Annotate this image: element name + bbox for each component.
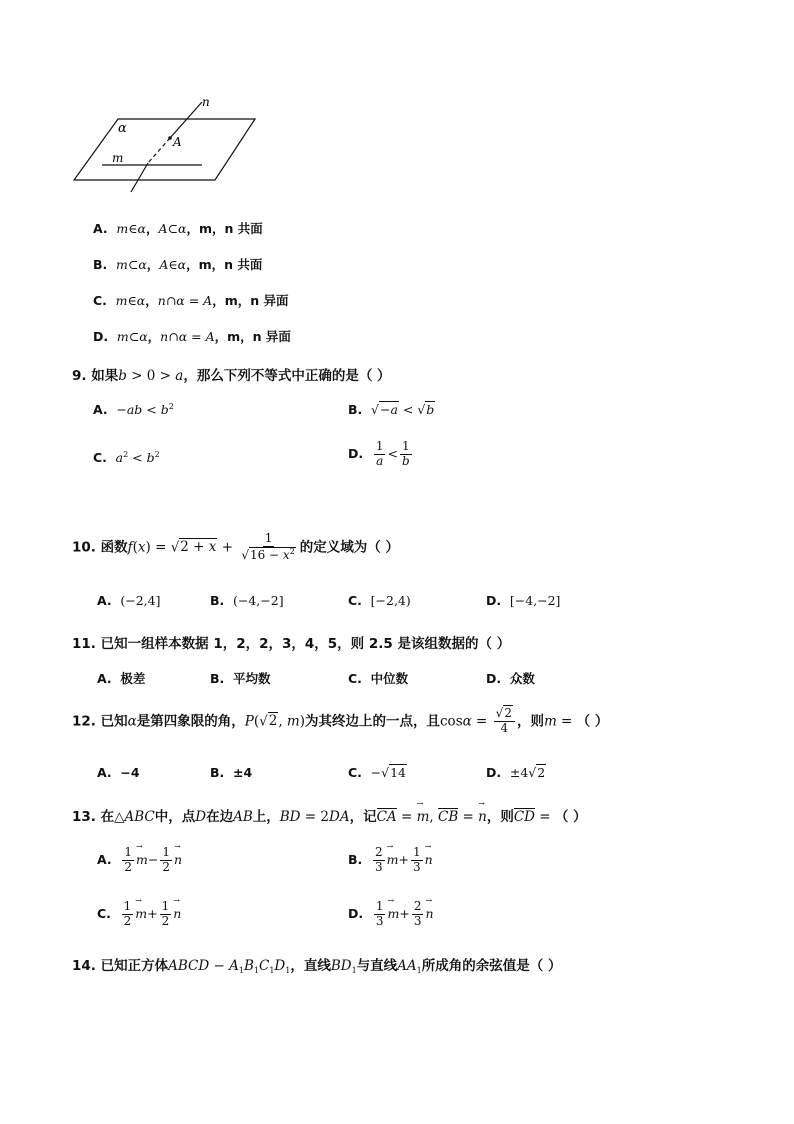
stem-text: （ ）	[554, 809, 587, 825]
q12-stem: 12. 已知α是第四象限的角，P(√2, m)为其终边上的一点，且cosα = $\frac{√2}{4}$ ，则m = （ ）	[72, 706, 609, 735]
q9-option-a[interactable]: A. $-ab < b^2$	[93, 402, 174, 417]
q14-stem: 14. 已知正方体ABCD − $A_1B_1C_1D_1$，直线$BD_1$与直线$AA_1$所成角的余弦值是（ ）	[72, 958, 562, 975]
option-label: C.	[97, 905, 111, 921]
stem-text: ，则	[516, 713, 544, 730]
point-a-dot	[168, 136, 172, 140]
stem-text: 的定义域为（ ）	[299, 539, 399, 556]
option-value: (−2,4]	[120, 593, 161, 608]
option-value: [−4,−2]	[509, 593, 561, 608]
option-label: D.	[486, 593, 502, 608]
q11-stem	[72, 632, 510, 652]
option-label: A.	[97, 765, 112, 780]
q8-option-b[interactable]: B. m⊂α，A∈α，m，n 共面	[93, 257, 263, 272]
plane-alpha-shape	[74, 119, 255, 180]
stem-text: 所成角的余弦值是（ ）	[421, 958, 562, 974]
q9-option-c[interactable]: C. $a^2 < b^2$	[93, 450, 160, 465]
question-number: 13.	[72, 809, 96, 825]
q13-option-c[interactable]: C. $\frac{1}{2}$ → m+ $\frac{1}{2}$ → n	[97, 900, 181, 929]
stem-text: 上，	[252, 809, 280, 825]
option-label: C.	[348, 671, 362, 686]
stem-text: 与直线	[356, 958, 398, 974]
option-label: C.	[93, 450, 107, 465]
label-a: A	[173, 135, 182, 149]
option-label: A.	[97, 851, 112, 867]
stem-text: 如果	[91, 368, 119, 384]
q10-option-a[interactable]	[97, 593, 160, 608]
stem-text: ，记	[349, 809, 377, 825]
option-label: D.	[486, 671, 502, 686]
option-value: −4	[120, 765, 140, 780]
line-n-lower	[131, 163, 148, 192]
stem-text: 在	[100, 809, 115, 825]
q11-option-c[interactable]	[348, 669, 408, 687]
stem-text: ，那么下列不等式中正确的是（ ）	[183, 368, 391, 384]
question-number: 9.	[72, 368, 87, 384]
stem-text: 中，点	[154, 809, 196, 825]
q8-option-d[interactable]: D. m⊂α，n∩α = A，m，n 异面	[93, 329, 291, 344]
stem-text: 在边	[206, 809, 234, 825]
stem-text: 已知	[100, 713, 128, 730]
option-label: B.	[210, 765, 225, 780]
stem-text: 是第四象限的角，	[136, 713, 245, 730]
q13-option-d[interactable]: D. $\frac{1}{3}$ → m+ $\frac{2}{3}$ → n	[348, 900, 434, 929]
option-label: D.	[486, 765, 502, 780]
option-label: A.	[97, 671, 112, 686]
q10-option-d[interactable]	[486, 593, 560, 608]
question-number: 14.	[72, 958, 96, 974]
option-label: D.	[348, 905, 364, 921]
q12-option-a[interactable]	[97, 765, 140, 780]
option-label: B.	[348, 402, 363, 417]
q11-option-d[interactable]	[486, 669, 535, 687]
option-text: ，m，n 共面	[186, 257, 263, 272]
option-label: B.	[93, 257, 108, 272]
q13-option-a[interactable]: A. $\frac{1}{2}$ → m− $\frac{1}{2}$ → n	[97, 846, 182, 875]
q8-option-c[interactable]: C. m∈α，n∩α = A，m，n 异面	[93, 293, 289, 308]
q8-option-a[interactable]: A. m∈α，A⊂α，m，n 共面	[93, 221, 263, 236]
question-number: 11.	[72, 636, 96, 652]
option-text: 中位数	[370, 671, 409, 686]
q10-option-b[interactable]	[210, 593, 284, 608]
option-label: B.	[210, 671, 225, 686]
q10-option-c[interactable]	[348, 593, 411, 608]
option-value: ±4	[233, 765, 253, 780]
stem-text: ，直线	[290, 958, 331, 974]
stem-text: （ ）	[576, 713, 609, 730]
stem-text: 函数	[100, 539, 128, 556]
line-n-dashed	[148, 138, 170, 163]
stem-text: ，则	[486, 809, 514, 825]
option-label: A.	[97, 593, 112, 608]
q13-stem: 13. 在△ABC中，点D在边AB上，BD = 2DA，记CA = → m, CB = → n，则CD = （ ）	[72, 805, 587, 825]
option-label: B.	[348, 851, 363, 867]
q12-option-d[interactable]: D. ±4√2	[486, 765, 546, 780]
stem-text: 已知正方体	[100, 958, 169, 974]
option-text: 平均数	[233, 671, 271, 686]
option-label: C.	[348, 765, 362, 780]
option-label: C.	[348, 593, 362, 608]
stem-text: 已知一组样本数据 1，2，2，3，4，5，则 2.5 是该组数据的（ ）	[100, 636, 511, 652]
option-text: ，m，n 异面	[212, 293, 289, 308]
line-n-upper	[170, 102, 202, 138]
q11-option-a[interactable]	[97, 669, 145, 687]
question-number: 12.	[72, 713, 96, 730]
option-text: 极差	[120, 671, 146, 686]
option-label: A.	[93, 402, 108, 417]
q11-option-b[interactable]	[210, 669, 271, 687]
option-label: A.	[93, 221, 108, 236]
label-n: n	[202, 95, 210, 109]
option-value: [−2,4)	[370, 593, 411, 608]
q9-option-b[interactable]: B. √−a < √b	[348, 402, 435, 417]
option-label: C.	[93, 293, 107, 308]
question-number: 10.	[72, 539, 96, 556]
option-value: (−4,−2]	[233, 593, 284, 608]
option-text: 众数	[509, 671, 535, 686]
option-label: D.	[348, 445, 364, 461]
q10-stem: 10. 函数f(x) = √2 + x + $\frac{1}{√16 - x^2}$ 的定义域为（ ）	[72, 531, 399, 562]
label-alpha: α	[118, 121, 127, 136]
option-label: B.	[210, 593, 225, 608]
option-text: ，m，n 共面	[186, 221, 263, 236]
q12-option-b[interactable]	[210, 765, 252, 780]
stem-text: 为其终边上的一点，且	[305, 713, 440, 730]
option-text: ，m，n 异面	[214, 329, 291, 344]
plane-figure	[60, 92, 260, 202]
q12-option-c[interactable]: C. −√14	[348, 765, 407, 780]
label-m: m	[112, 151, 124, 165]
q13-option-b[interactable]: B. $\frac{2}{3}$ → m+ $\frac{1}{3}$ → n	[348, 846, 433, 875]
q9-stem: 9. 如果b > 0 > a，那么下列不等式中正确的是（ ）	[72, 368, 391, 384]
q9-option-d[interactable]: D. $\frac{1}{a}$ < $\frac{1}{b}$	[348, 439, 410, 468]
option-label: D.	[93, 329, 109, 344]
